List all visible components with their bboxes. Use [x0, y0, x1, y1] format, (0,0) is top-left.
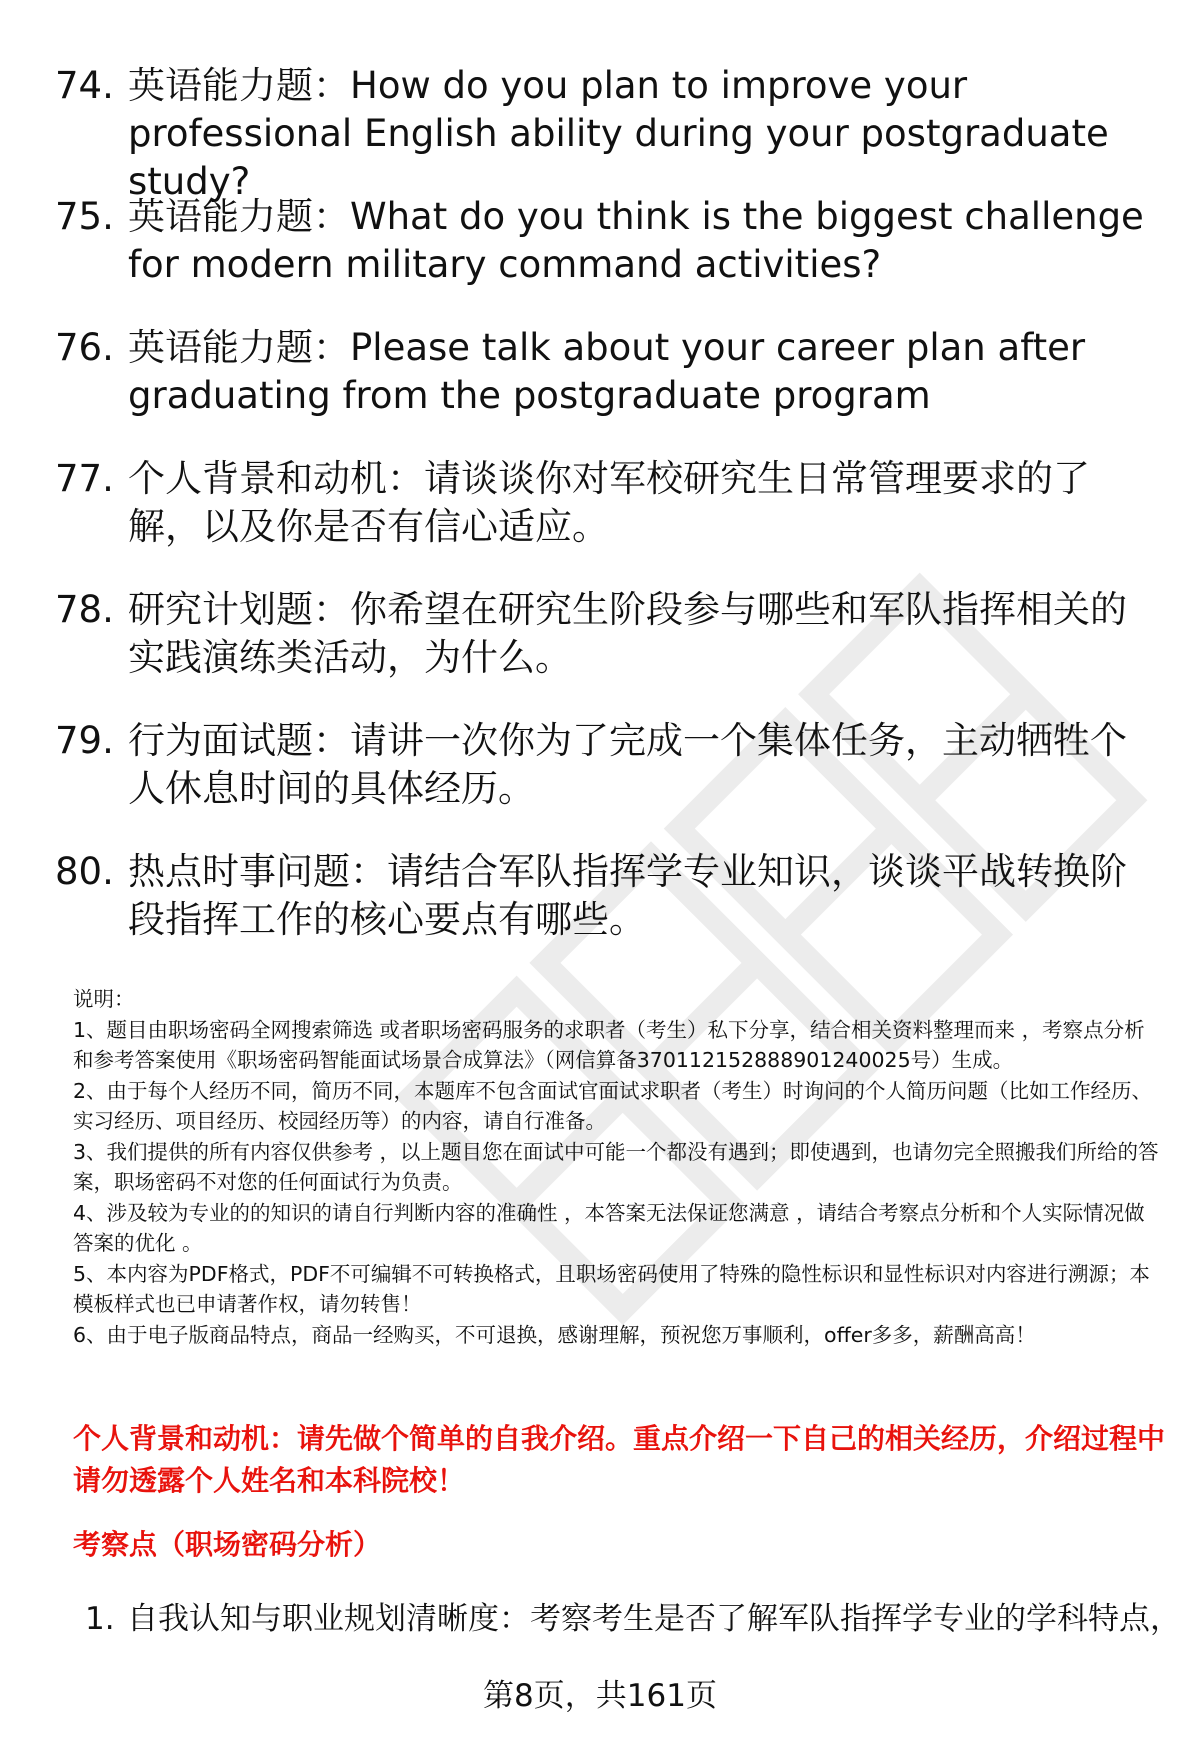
analysis-point	[85, 1599, 1185, 1639]
note-item: 6、由于电子版商品特点，商品一经购买，不可退换，感谢理解，预祝您万事顺利，offer多多，薪酬高高！	[73, 1322, 1036, 1347]
question-number: 75.	[55, 195, 114, 238]
question-text: 热点时事问题：请结合军队指挥学专业知识，谈谈平战转换阶段指挥工作的核心要点有哪些。	[128, 850, 1127, 941]
question-number: 79.	[55, 719, 114, 762]
page-footer: 第8页，共161页	[483, 1678, 717, 1714]
question-item	[55, 586, 1155, 682]
question-item	[55, 324, 1155, 420]
question-item	[55, 455, 1155, 551]
question-number: 76.	[55, 326, 114, 369]
question-number: 77.	[55, 457, 114, 500]
question-item	[55, 717, 1155, 813]
question-text: 英语能力题：Please talk about your career plan after graduating from the postgraduate program	[128, 326, 1086, 417]
question-text: 研究计划题：你希望在研究生阶段参与哪些和军队指挥相关的实践演练类活动，为什么。	[128, 588, 1127, 679]
disclaimer-notes	[73, 984, 1165, 1350]
note-item: 3、我们提供的所有内容仅供参考 ，以上题目您在面试中可能一个都没有遇到；即使遇到，也请勿完全照搬我们所给的答案，职场密码不对您的任何面试行为负责。	[73, 1139, 1159, 1194]
notes-title: 说明：	[73, 987, 135, 1011]
question-item	[55, 62, 1155, 206]
highlight-question: 个人背景和动机：请先做个简单的自我介绍。重点介绍一下自己的相关经历，介绍过程中请勿透露个人姓名和本科院校！	[73, 1422, 1166, 1497]
question-text: 英语能力题：How do you plan to improve your professional English ability during your postgraduate study?	[128, 64, 1109, 203]
note-item: 1、题目由职场密码全网搜索筛选 或者职场密码服务的求职者（考生）私下分享，结合相关资料整理而来 ，考察点分析和参考答案使用《职场密码智能面试场景合成算法》（网信算备370112152888901240025号）生成。	[73, 1017, 1145, 1072]
question-item	[55, 193, 1155, 289]
section-heading: 考察点（职场密码分析）	[73, 1528, 382, 1561]
question-text: 行为面试题：请讲一次你为了完成一个集体任务，主动牺牲个人休息时间的具体经历。	[128, 719, 1127, 810]
question-item	[55, 848, 1155, 944]
point-text: 自我认知与职业规划清晰度：考察考生是否了解军队指挥学专业的学科特点，	[127, 1601, 1181, 1637]
question-text: 个人背景和动机：请谈谈你对军校研究生日常管理要求的了解，以及你是否有信心适应。	[128, 457, 1090, 548]
question-number: 74.	[55, 64, 114, 107]
note-item: 5、本内容为PDF格式，PDF不可编辑不可转换格式，且职场密码使用了特殊的隐性标识和显性标识对内容进行溯源；本模板样式也已申请著作权，请勿转售！	[73, 1261, 1150, 1316]
point-number: 1.	[85, 1601, 115, 1637]
question-number: 80.	[55, 850, 114, 893]
question-text: 英语能力题：What do you think is the biggest challenge for modern military command activities?	[128, 195, 1144, 286]
question-number: 78.	[55, 588, 114, 631]
note-item: 4、涉及较为专业的的知识的请自行判断内容的准确性 ，本答案无法保证您满意 ，请结合考察点分析和个人实际情况做答案的优化 。	[73, 1200, 1145, 1255]
note-item: 2、由于每个人经历不同，简历不同，本题库不包含面试官面试求职者（考生）时询问的个人简历问题（比如工作经历、实习经历、项目经历、校园经历等）的内容，请自行准备。	[73, 1078, 1153, 1133]
